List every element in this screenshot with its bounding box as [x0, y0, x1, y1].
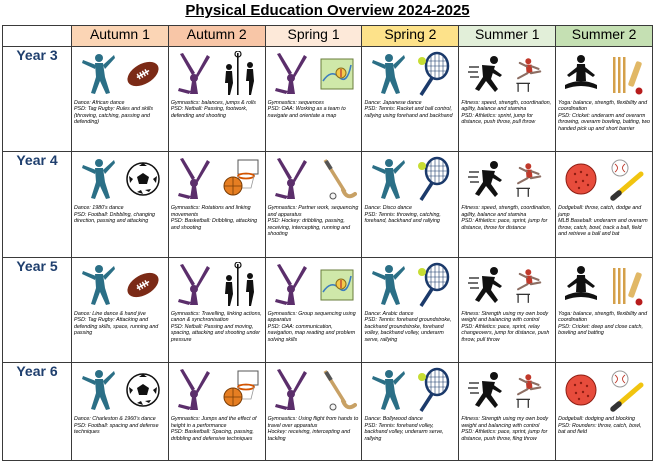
activity-description: Dance: African dance PSD: Tag Rugby: Rules and skills (throwing, catching, passing and defending) — [74, 100, 154, 126]
activity-images — [362, 152, 458, 204]
term-cell — [556, 152, 653, 257]
term-cell — [168, 257, 265, 362]
page-title: Physical Education Overview 2024-2025 — [185, 2, 470, 19]
term-header: Summer 1 — [459, 26, 556, 47]
year-label: Year 4 — [3, 152, 72, 257]
corner-cell — [3, 26, 72, 47]
activity-images — [72, 47, 168, 99]
activity-description: Gymnastics: Partner work, sequencing and apparatus PSD: Hockey: dribbling, passing, receiving, intercepting, running and shooting — [267, 205, 359, 238]
gymnast-icon — [174, 367, 214, 413]
term-cell — [459, 47, 556, 152]
term-cell — [556, 47, 653, 152]
dancer-icon — [77, 367, 117, 413]
activity-images — [266, 152, 362, 204]
term-cell — [72, 257, 169, 362]
gymnast-icon — [271, 156, 311, 202]
netball-players-icon — [220, 262, 260, 308]
tennis-racket-icon — [413, 262, 453, 308]
activity-images — [362, 47, 458, 99]
hurdler-icon — [513, 369, 547, 411]
term-cell — [459, 152, 556, 257]
activity-images — [72, 363, 168, 415]
hurdler-icon — [513, 264, 547, 306]
term-cell — [265, 47, 362, 152]
term-cell — [168, 363, 265, 461]
gymnast-icon — [271, 51, 311, 97]
baseball-bat-icon — [607, 156, 647, 202]
activity-description: Gymnastics: Group sequencing using apparatus PSD: OAA: communication, navigation, map reading and problem solving skills — [267, 310, 356, 343]
term-cell — [362, 363, 459, 461]
yoga-icon — [561, 51, 601, 97]
dodgeball-icon — [561, 156, 601, 202]
dancer-icon — [77, 262, 117, 308]
activity-images — [556, 363, 652, 415]
hockey-stick-icon — [317, 156, 357, 202]
activity-description: Dodgeball: dodging and blocking PSD: Rounders: throw, catch, bowl, bat and field — [558, 416, 642, 436]
tennis-racket-icon — [413, 367, 453, 413]
term-cell — [265, 257, 362, 362]
term-header: Spring 1 — [265, 26, 362, 47]
activity-images — [459, 47, 555, 99]
term-cell — [459, 363, 556, 461]
dancer-icon — [367, 51, 407, 97]
term-cell — [168, 47, 265, 152]
activity-images — [169, 152, 265, 204]
baseball-bat-icon — [607, 367, 647, 413]
map-icon — [317, 51, 357, 97]
football-icon — [123, 156, 163, 202]
term-cell — [362, 257, 459, 362]
activity-images — [556, 258, 652, 310]
activity-images — [459, 363, 555, 415]
term-cell — [265, 152, 362, 257]
gymnast-icon — [174, 51, 214, 97]
activity-images — [72, 258, 168, 310]
gymnast-icon — [174, 156, 214, 202]
year-rows — [3, 47, 653, 461]
activity-description: Dodgeball: throw, catch, dodge and jump MLB Baseball: underarm and overarm throw, catch, bowl, track a ball, field and retrieve a ball and bat — [558, 205, 648, 238]
year-label: Year 3 — [3, 47, 72, 152]
term-cell — [72, 47, 169, 152]
activity-images — [362, 363, 458, 415]
activity-description: Yoga: balance, strength, flexibility and coordination PSD: Cricket: deep and close catch, bowling and batting — [558, 310, 648, 337]
year-row — [3, 363, 653, 461]
dancer-icon — [367, 156, 407, 202]
activity-description: Fitness: speed, strength, coordination, agility, balance and stamina PSD: Athletics: pace, sprint, jump for distance, throw for distance — [461, 205, 552, 231]
activity-images — [459, 152, 555, 204]
activity-description: Dance: Disco dance PSD: Tennis: throwing, catching, forehand, backhand and rallying — [364, 205, 441, 225]
term-header: Spring 2 — [362, 26, 459, 47]
basketball-hoop-icon — [220, 156, 260, 202]
year-row — [3, 152, 653, 257]
term-cell — [362, 152, 459, 257]
sprinter-icon — [467, 367, 507, 413]
activity-description: Dance: Bollywood dance PSD: Tennis: forehand volley, backhand volley, underarm serve, rallying — [364, 416, 444, 442]
activity-description: Dance: Line dance & hand jive PSD: Tag Rugby: Attacking and defending skills, space, running and passing — [74, 310, 159, 337]
dodgeball-icon — [561, 367, 601, 413]
activity-images — [556, 152, 652, 204]
term-cell — [459, 257, 556, 362]
activity-images — [266, 363, 362, 415]
rugby-ball-icon — [123, 51, 163, 97]
activity-description: Gymnastics: Jumps and the effect of height in a performance PSD: Basketball: Spacing, passing, dribbling and defensive techniques — [170, 416, 257, 442]
map-icon — [317, 262, 357, 308]
sprinter-icon — [467, 156, 507, 202]
activity-images — [266, 47, 362, 99]
activity-images — [169, 47, 265, 99]
activity-description: Dance: Charleston & 1960's dance PSD: Football: spacing and defense techniques — [74, 416, 159, 436]
gymnast-icon — [271, 262, 311, 308]
football-icon — [123, 367, 163, 413]
basketball-hoop-icon — [220, 367, 260, 413]
year-label: Year 6 — [3, 363, 72, 461]
term-cell — [556, 257, 653, 362]
tennis-racket-icon — [413, 51, 453, 97]
term-cell — [72, 363, 169, 461]
activity-images — [362, 258, 458, 310]
activity-description: Gymnastics: balances, jumps & rolls PSD: Netball: Passing, footwork, defending and shooting — [170, 100, 256, 119]
activity-description: Dance: 1980's dance PSD: Football: Dribbling, changing direction, passing and attacking — [74, 205, 155, 225]
activity-description: Gymnastics: sequences PSD: OAA: Working as a team to navigate and orientate a map — [267, 100, 346, 119]
hurdler-icon — [513, 158, 547, 200]
rugby-ball-icon — [123, 262, 163, 308]
dancer-icon — [367, 262, 407, 308]
dancer-icon — [77, 156, 117, 202]
activity-description: Gymnastics: Travelling, linking actions, canon & synchronisation PSD: Netball: Passing and moving, spacing, attacking and shooting under pressure — [170, 310, 262, 343]
gymnast-icon — [174, 262, 214, 308]
term-header: Autumn 2 — [168, 26, 265, 47]
activity-images — [72, 152, 168, 204]
year-label: Year 5 — [3, 257, 72, 362]
sprinter-icon — [467, 51, 507, 97]
term-cell — [362, 47, 459, 152]
hurdler-icon — [513, 53, 547, 95]
year-row — [3, 257, 653, 362]
activity-images — [169, 258, 265, 310]
activity-images — [266, 258, 362, 310]
term-header-row — [3, 26, 653, 47]
yoga-icon — [561, 262, 601, 308]
activity-description: Yoga: balance, strength, flexibility and coordination PSD: Cricket: underarm and overarm throwing, overarm bowling, batting, two handed pick up and short barrier — [558, 100, 650, 132]
activity-description: Dance: Arabic dance PSD: Tennis: forehand groundstroke, backhand groundstroke, forehand volley, backhand volley, underarm serve, rallying — [364, 310, 452, 343]
activity-images — [556, 47, 652, 99]
cricket-bat-icon — [607, 51, 647, 97]
dancer-icon — [367, 367, 407, 413]
activity-description: Dance: Japanese dance PSD: Tennis: Racket and ball control, rallying using forehand and backhand — [364, 100, 453, 119]
term-cell — [168, 152, 265, 257]
activity-description: Fitness: Strength using my own body weight and balancing with control PSD: Athletics: pace, sprint, jump for distance, push throw, fling throw — [461, 416, 549, 442]
sprinter-icon — [467, 262, 507, 308]
term-cell — [265, 363, 362, 461]
cricket-bat-icon — [607, 262, 647, 308]
term-cell — [556, 363, 653, 461]
dancer-icon — [77, 51, 117, 97]
netball-players-icon — [220, 51, 260, 97]
activity-description: Gymnastics: Using flight from hands to travel over apparatus Hockey: receiving, intercepting and tackling — [267, 416, 359, 442]
year-row — [3, 47, 653, 152]
hockey-stick-icon — [317, 367, 357, 413]
activity-images — [459, 258, 555, 310]
overview-table — [2, 25, 653, 461]
activity-images — [169, 363, 265, 415]
activity-description: Fitness: speed, strength, coordination, agility, balance and stamina PSD: Athletics: sprint, jump for distance, push throw, pull throw — [461, 100, 552, 126]
term-header: Autumn 1 — [72, 26, 169, 47]
tennis-racket-icon — [413, 156, 453, 202]
activity-description: Gymnastics: Rotations and linking movements PSD: Basketball: Dribbling, attacking and shooting — [170, 205, 258, 231]
gymnast-icon — [271, 367, 311, 413]
activity-description: Fitness: Strength using my own body weight and balancing with control PSD: Athletics: pace, sprint, relay changeovers, jump for distance, push throw, pull throw — [461, 310, 550, 343]
term-cell — [72, 152, 169, 257]
term-header: Summer 2 — [556, 26, 653, 47]
